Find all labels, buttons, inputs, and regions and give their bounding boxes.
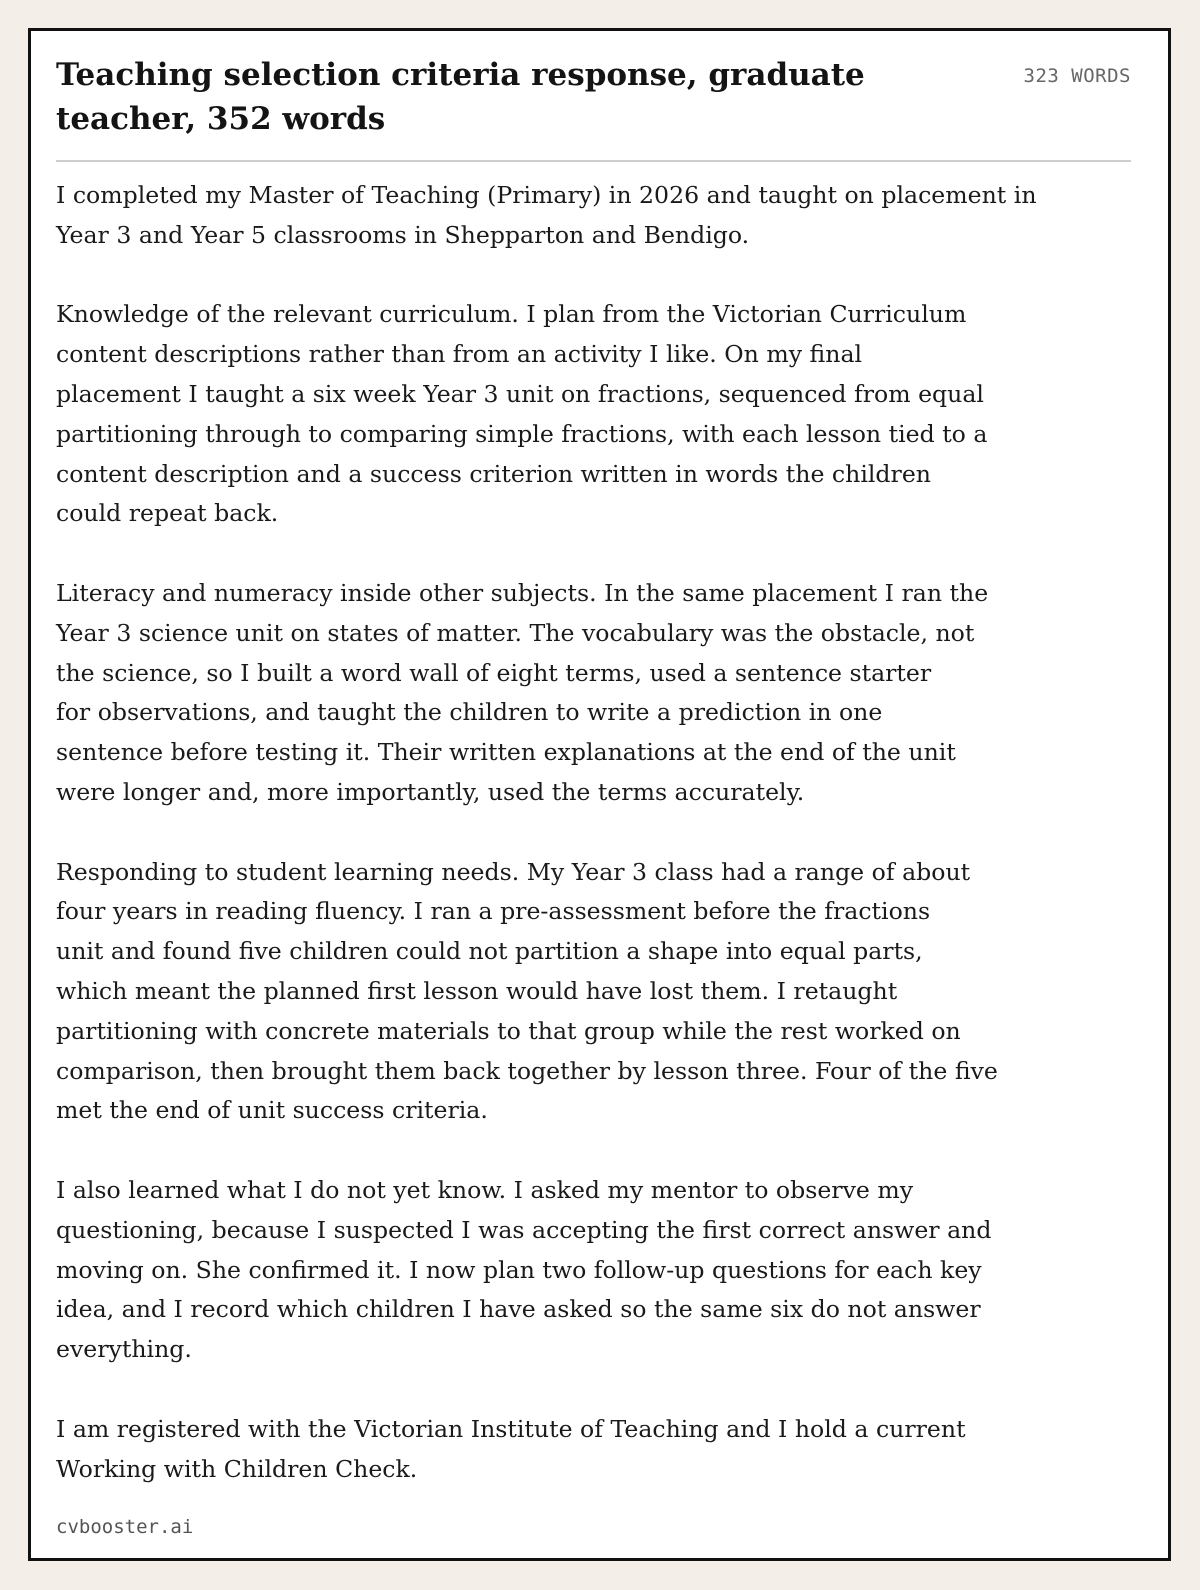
paragraph-learning-needs: Responding to student learning needs. My Year 3 class had a range of about four years in reading fluency. I ran a pre-assessment before the fractions unit and found five children could not partition a shape into equal parts, which meant the planned first lesson would have lost them. I retaught partitioning with concrete materials to that group while the rest worked on comparison, then brought them back together by lesson three. Four of the five met the end of unit success criteria. xyxy=(56,857,998,1125)
document-header xyxy=(56,53,1131,163)
paragraph-registration: I am registered with the Victorian Institute of Teaching and I hold a current Working with Children Check. xyxy=(56,1414,966,1483)
paragraph-literacy-numeracy: Literacy and numeracy inside other subjects. In the same placement I ran the Year 3 science unit on states of matter. The vocabulary was the obstacle, not the science, so I built a word wall of eight terms, used a sentence starter for observations, and taught the children to write a prediction in one sentence before testing it. Their written explanations at the end of the unit were longer and, more importantly, used the terms accurately. xyxy=(56,578,989,806)
word-count-badge: 323 WORDS xyxy=(1023,65,1131,87)
paragraph-curriculum: Knowledge of the relevant curriculum. I plan from the Victorian Curriculum content descriptions rather than from an activity I like. On my final placement I taught a six week Year 3 unit on fractions, sequenced from equal partitioning through to comparing simple fractions, with each lesson tied to a content description and a success criterion written in words the children could repeat back. xyxy=(56,300,988,528)
footer-brand: cvbooster.ai xyxy=(56,1516,194,1538)
header-divider xyxy=(56,160,1131,162)
document-body xyxy=(56,176,1056,1529)
paragraph-reflection: I also learned what I do not yet know. I asked my mentor to observe my questioning, because I suspected I was accepting the first correct answer and moving on. She confirmed it. I now plan two follow-up questions for each key idea, and I record which children I have asked so the same six do not answer everything. xyxy=(56,1175,992,1364)
paragraph-intro: I completed my Master of Teaching (Primary) in 2026 and taught on placement in Year 3 and Year 5 classrooms in Shepparton and Bendigo. xyxy=(56,181,1037,249)
document-card xyxy=(28,28,1171,1561)
document-title: Teaching selection criteria response, graduate teacher, 352 words xyxy=(56,57,865,137)
